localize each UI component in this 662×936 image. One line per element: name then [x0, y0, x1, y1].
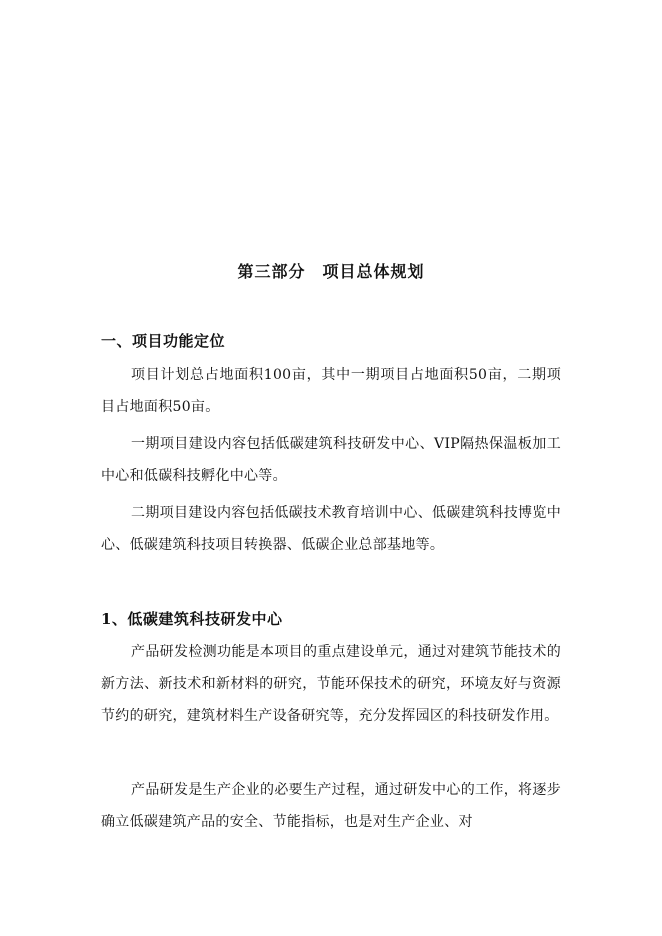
section-heading-rd-center: 1、低碳建筑科技研发中心 — [101, 610, 283, 628]
paragraph-phase-two: 二期项目建设内容包括低碳技术教育培训中心、低碳建筑科技博览中心、低碳建筑科技项目转换器、低碳企业总部基地等。 — [101, 505, 561, 553]
paragraph-rd-function: 产品研发检测功能是本项目的重点建设单元，通过对建筑节能技术的新方法、新技术和新材料的研究，节能环保技术的研究，环境友好与资源节约的研究，建筑材料生产设备研究等，充分发挥园区的科技研发作用。 — [101, 644, 561, 724]
section-heading-function-positioning: 一、项目功能定位 — [101, 332, 226, 350]
paragraph-rd-process: 产品研发是生产企业的必要生产过程，通过研发中心的工作，将逐步确立低碳建筑产品的安全、节能指标，也是对生产企业、对 — [101, 782, 561, 830]
paragraph-land-area: 项目计划总占地面积100亩，其中一期项目占地面积50亩，二期项目占地面积50亩。 — [101, 367, 561, 415]
paragraph-phase-one: 一期项目建设内容包括低碳建筑科技研发中心、VIP隔热保温板加工中心和低碳科技孵化中心等。 — [101, 436, 561, 484]
page-title: 第三部分 项目总体规划 — [237, 262, 425, 281]
